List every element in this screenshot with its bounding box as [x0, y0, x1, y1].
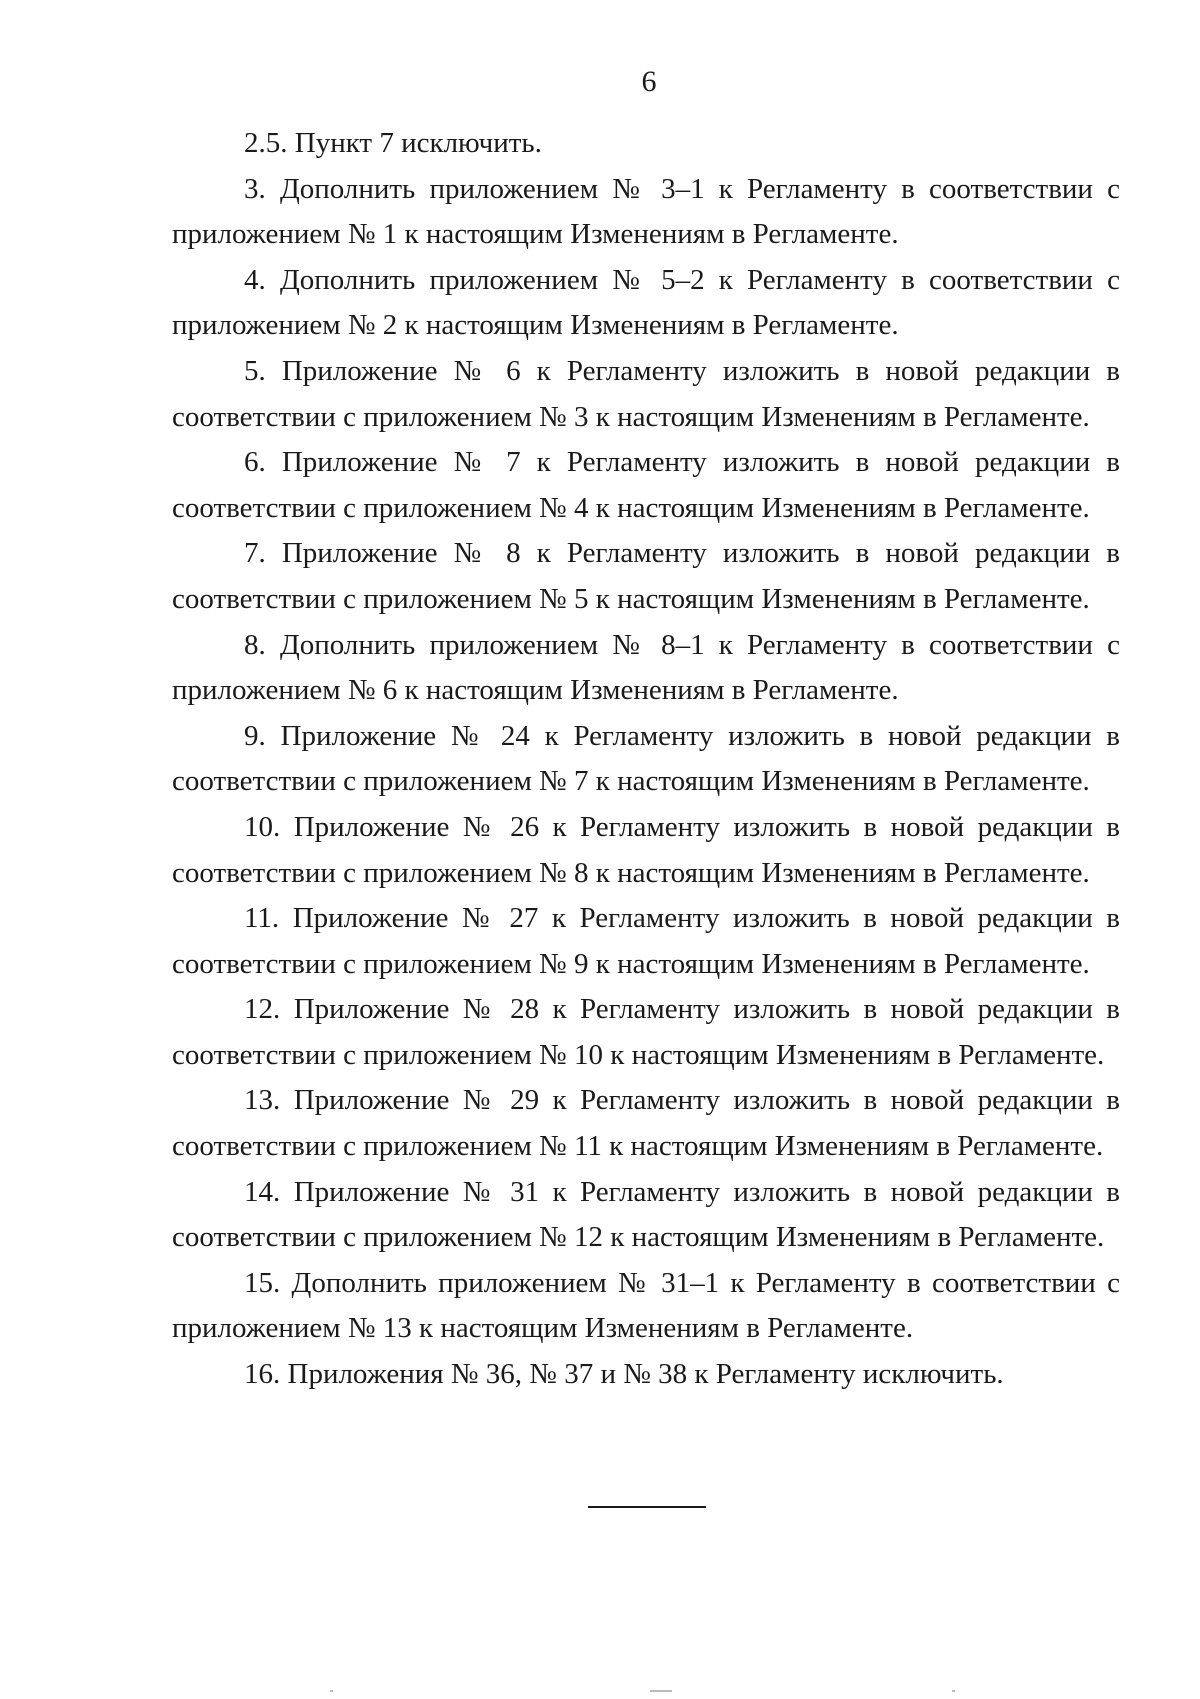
document-body	[172, 121, 1120, 1398]
scan-artifact-mark	[650, 1690, 672, 1692]
paragraph-3: 3. Дополнить приложением № 3–1 к Регламенту в соответствии с приложением № 1 к настоящим Изменениям в Регламенте.	[172, 172, 1120, 251]
paragraph-15: 15. Дополнить приложением № 31–1 к Регламенту в соответствии с приложением № 13 к настоящим Изменениям в Регламенте.	[172, 1266, 1120, 1345]
paragraph-16: 16. Приложения № 36, № 37 и № 38 к Регламенту исключить.	[244, 1358, 1004, 1391]
paragraph-11: 11. Приложение № 27 к Регламенту изложить в новой редакции в соответствии с приложением № 9 к настоящим Изменениям в Регламенте.	[172, 902, 1120, 980]
page-number: 6	[641, 65, 657, 98]
paragraph-2-5: 2.5. Пункт 7 исключить.	[244, 127, 542, 159]
end-of-document-rule	[588, 1506, 706, 1508]
paragraph-5: 5. Приложение № 6 к Регламенту изложить в новой редакции в соответствии с приложением № 3 к настоящим Изменениям в Регламенте.	[172, 354, 1120, 433]
paragraph-10: 10. Приложение № 26 к Регламенту изложить в новой редакции в соответствии с приложением № 8 к настоящим Изменениям в Регламенте.	[172, 810, 1120, 889]
paragraph-6: 6. Приложение № 7 к Регламенту изложить в новой редакции в соответствии с приложением № 4 к настоящим Изменениям в Регламенте.	[172, 446, 1120, 524]
paragraph-14: 14. Приложение № 31 к Регламенту изложить в новой редакции в соответствии с приложением № 12 к настоящим Изменениям в Регламенте.	[172, 1175, 1120, 1254]
paragraph-7: 7. Приложение № 8 к Регламенту изложить в новой редакции в соответствии с приложением № 5 к настоящим Изменениям в Регламенте.	[172, 537, 1120, 615]
scan-artifact-mark	[952, 1690, 955, 1692]
paragraph-8: 8. Дополнить приложением № 8–1 к Регламенту в соответствии с приложением № 6 к настоящим Изменениям в Регламенте.	[172, 628, 1120, 707]
scan-artifact-mark	[330, 1690, 333, 1692]
paragraph-12: 12. Приложение № 28 к Регламенту изложить в новой редакции в соответствии с приложением № 10 к настоящим Изменениям в Регламенте.	[172, 993, 1120, 1071]
paragraph-13: 13. Приложение № 29 к Регламенту изложить в новой редакции в соответствии с приложением № 11 к настоящим Изменениям в Регламенте.	[172, 1084, 1120, 1163]
paragraph-4: 4. Дополнить приложением № 5–2 к Регламенту в соответствии с приложением № 2 к настоящим Изменениям в Регламенте.	[172, 263, 1120, 342]
paragraph-9: 9. Приложение № 24 к Регламенту изложить в новой редакции в соответствии с приложением № 7 к настоящим Изменениям в Регламенте.	[172, 719, 1120, 798]
